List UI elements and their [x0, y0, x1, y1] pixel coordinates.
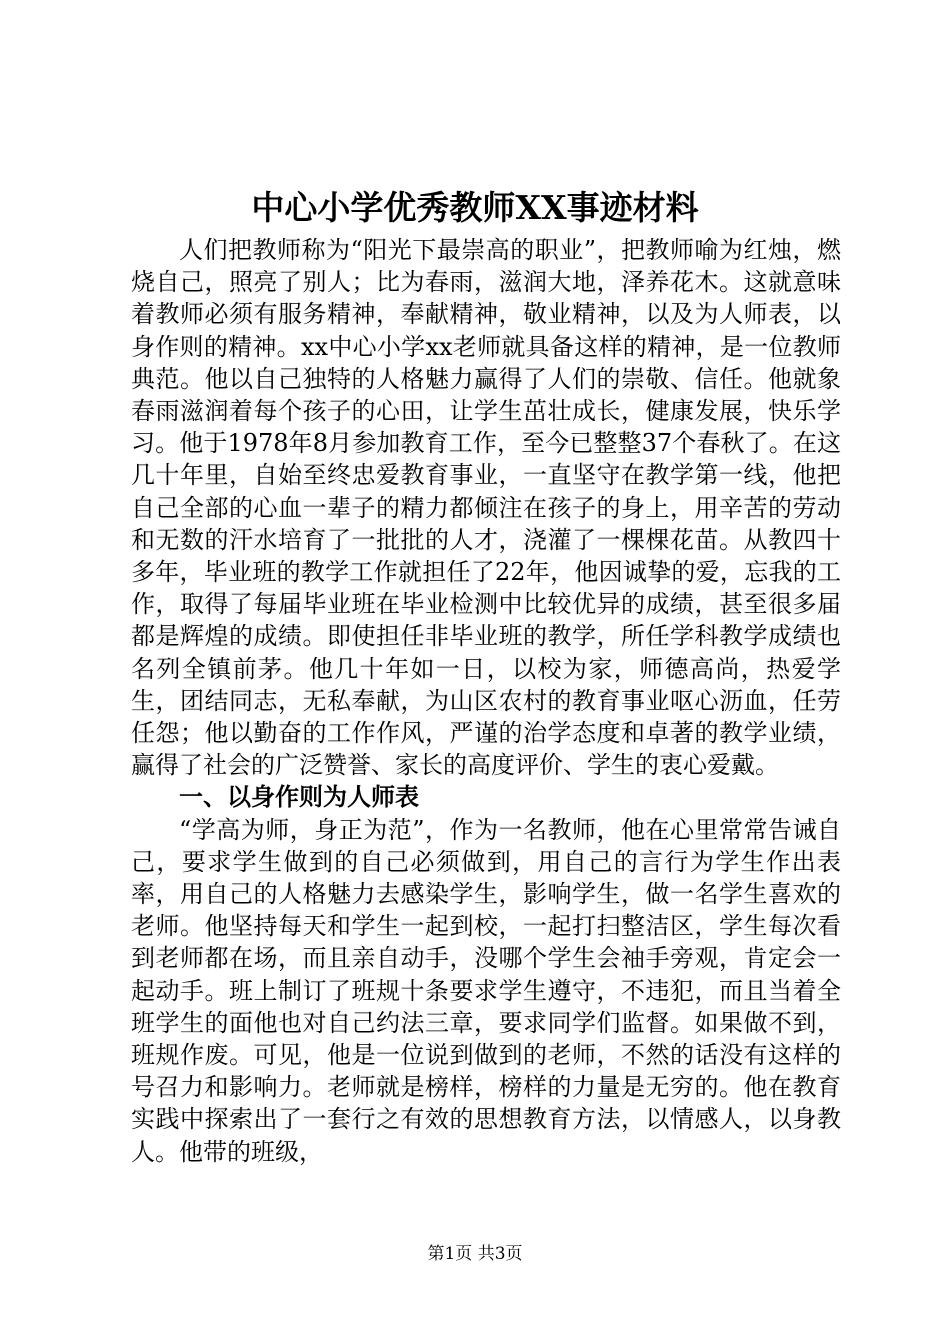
paragraph-section-1: “学高为师，身正为范”，作为一名教师，他在心里常常告诫自己，要求学生做到的自己必须做到，用自己的言行为学生作出表率，用自己的人格魅力去感染学生，影响学生，做一名学生喜欢的老师。他坚持每天和学生一起到校，一起打扫整洁区，学生每次看到老师都在场，而且亲自动手，没哪个学生会袖手旁观，肯定会一起动手。班上制订了班规十条要求学生遵守，不违犯，而且当着全班学生的面他也对自己约法三章，要求同学们监督。如果做不到，班规作废。可见，他是一位说到做到的老师，不然的话没有这样的号召力和影响力。老师就是榜样，榜样的力量是无穷的。他在教育实践中探索出了一套行之有效的思想教育方法，以情感人，以身教人。他带的班级，	[131, 815, 841, 1166]
page-footer: 第1页 共3页	[427, 1244, 523, 1264]
paragraph-intro: 人们把教师称为“阳光下最崇高的职业”，把教师喻为红烛，燃烧自己，照亮了别人；比为春雨，滋润大地，泽养花木。这就意味着教师必须有服务精神，奉献精神，敬业精神，以及为人师表，以身作则的精神。xx中心小学xx老师就具备这样的精神，是一位教师典范。他以自己独特的人格魅力赢得了人们的崇敬、信任。他就象春雨滋润着每个孩子的心田，让学生茁壮成长，健康发展，快乐学习。他于1978年8月参加教育工作，至今已整整37个春秋了。在这几十年里，自始至终忠爱教育事业，一直坚守在教学第一线，他把自己全部的心血一辈子的精力都倾注在孩子的身上，用辛苦的劳动和无数的汗水培育了一批批的人才，浇灌了一棵棵花苗。从教四十多年，毕业班的教学工作就担任了22年，他因诚挚的爱，忘我的工作，取得了每届毕业班在毕业检测中比较优异的成绩，甚至很多届都是辉煌的成绩。即使担任非毕业班的教学，所任学科教学成绩也名列全镇前茅。他几十年如一日，以校为家，师德高尚，热爱学生，团结同志，无私奉献，为山区农村的教育事业呕心沥血，任劳任怨；他以勤奋的工作作风，严谨的治学态度和卓著的教学业绩，赢得了社会的广泛赞誉、家长的高度评价、学生的衷心爱戴。	[131, 236, 841, 780]
section-heading: 一、以身作则为人师表	[179, 782, 419, 812]
document-title: 中心小学优秀教师XX事迹材料	[251, 188, 699, 227]
document-body	[131, 234, 841, 1168]
